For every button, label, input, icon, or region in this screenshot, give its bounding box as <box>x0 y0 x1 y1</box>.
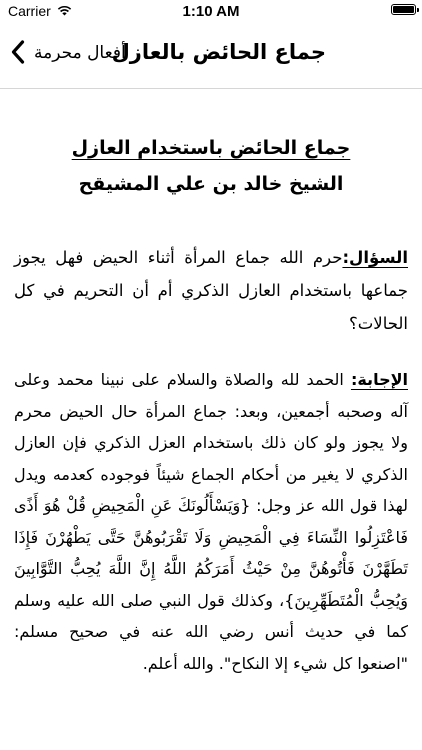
answer-label: الإجابة: <box>350 370 408 389</box>
question-paragraph <box>14 241 408 340</box>
carrier-label: Carrier <box>8 3 51 19</box>
article-sheikh: الشيخ خالد بن علي المشيقح <box>78 173 344 195</box>
article-title: جماع الحائض باستخدام العازل <box>71 137 351 159</box>
answer-text: الحمد لله والصلاة والسلام على نبينا محمد وعلى آله وصحبه أجمعين، وبعد: جماع المرأة حال الحيض محرم ولا يجوز ولو كان ذلك باستخدام العزل الذكري فإن العازل الذكري لا يغير من أحكام الجماع شيئاً فوجوده كعدمه ويدل لهذا قول الله عز وجل: {وَيَسْأَلُونَكَ عَنِ الْمَحِيضِ قُلْ هُوَ أَذًى فَاعْتَزِلُوا النِّسَاءَ فِي الْمَحِيضِ وَلَا تَقْرَبُوهُنَّ حَتَّى يَطْهُرْنَ فَإِذَا تَطَهَّرْنَ فَأْتُوهُنَّ مِنْ حَيْثُ أَمَرَكُمُ اللَّهُ إِنَّ اللَّهَ يُحِبُّ التَّوَّابِينَ وَيُحِبُّ الْمُتَطَهِّرِينَ}، وكذلك قول النبي صلى الله عليه وسلم كما في حديث أنس رضي الله عنه في صحيح مسلم: "اصنعوا كل شيء إلا النكاح". والله أعلم. <box>14 370 408 673</box>
article-content <box>0 137 422 679</box>
status-bar <box>0 0 422 22</box>
back-button[interactable] <box>6 35 30 69</box>
answer-paragraph <box>14 364 408 679</box>
chevron-left-icon <box>11 40 25 64</box>
status-time: 1:10 AM <box>182 3 240 20</box>
nav-category[interactable]: أفعال محرمة <box>34 43 126 63</box>
question-label: السؤال: <box>342 248 408 267</box>
question-text: حرم الله جماع المرأة أثناء الحيض فهل يجوز جماعها باستخدام العازل الذكري أم أن التحريم في كل الحالات؟ <box>14 248 408 333</box>
battery-fill <box>393 6 414 13</box>
battery-icon <box>391 4 416 15</box>
nav-title: جماع الحائض بالعازل <box>111 40 326 64</box>
navigation-bar <box>0 22 422 89</box>
